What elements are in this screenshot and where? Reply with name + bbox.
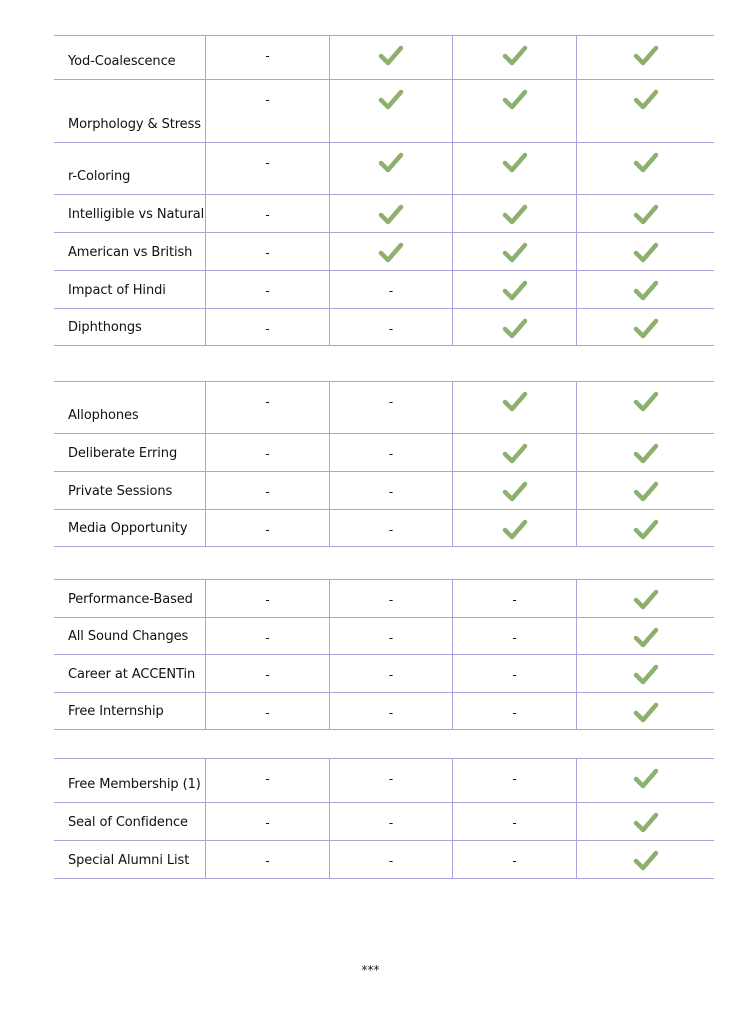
table-row xyxy=(54,143,714,195)
table-row xyxy=(54,80,714,143)
table-row xyxy=(54,759,714,803)
table-cell xyxy=(329,309,452,345)
checkmark-icon xyxy=(502,88,528,110)
dash-mark: - xyxy=(265,523,270,537)
table-cell xyxy=(205,271,329,308)
dash-mark: - xyxy=(388,668,394,682)
dash-mark: - xyxy=(388,631,394,645)
table-cell xyxy=(576,510,714,546)
dash-mark: - xyxy=(512,816,517,830)
table-cell xyxy=(452,271,576,308)
table-row xyxy=(54,472,714,510)
feature-label: Special Alumni List xyxy=(68,853,190,868)
table-cell xyxy=(452,80,576,142)
checkmark-icon xyxy=(633,626,659,648)
table-cell xyxy=(452,233,576,270)
table-cell xyxy=(452,195,576,232)
dash-mark: - xyxy=(512,631,517,645)
feature-table-group xyxy=(54,381,714,547)
table-cell xyxy=(329,472,452,509)
feature-label: Private Sessions xyxy=(68,484,173,499)
table-cell xyxy=(576,803,714,840)
dash-mark: - xyxy=(265,772,270,786)
table-cell xyxy=(576,759,714,802)
dash-mark: - xyxy=(265,485,270,499)
dash-mark: - xyxy=(265,246,270,260)
checkmark-icon xyxy=(633,203,659,225)
dash-mark: - xyxy=(388,447,394,461)
checkmark-icon xyxy=(633,279,659,301)
checkmark-icon xyxy=(633,849,659,871)
checkmark-icon xyxy=(502,442,528,464)
checkmark-icon xyxy=(378,151,404,173)
feature-label: Diphthongs xyxy=(68,320,142,335)
table-cell xyxy=(576,618,714,654)
table-cell xyxy=(329,195,452,232)
table-row xyxy=(54,580,714,618)
table-cell xyxy=(329,143,452,194)
dash-mark: - xyxy=(512,668,517,682)
table-cell xyxy=(329,271,452,308)
table-cell xyxy=(576,841,714,878)
checkmark-icon xyxy=(633,241,659,263)
checkmark-icon xyxy=(633,480,659,502)
table-cell xyxy=(329,655,452,692)
checkmark-icon xyxy=(633,442,659,464)
dash-mark: - xyxy=(388,772,394,786)
dash-mark: - xyxy=(512,593,517,607)
feature-label: Morphology & Stress xyxy=(68,117,201,132)
checkmark-icon xyxy=(633,811,659,833)
table-cell xyxy=(329,693,452,729)
table-cell xyxy=(452,655,576,692)
dash-mark: - xyxy=(265,668,270,682)
table-row xyxy=(54,803,714,841)
checkmark-icon xyxy=(502,44,528,66)
dash-mark: - xyxy=(265,593,270,607)
table-cell xyxy=(576,693,714,729)
table-row xyxy=(54,841,714,879)
table-row xyxy=(54,309,714,346)
table-cell xyxy=(205,693,329,729)
checkmark-icon xyxy=(502,279,528,301)
table-cell xyxy=(576,271,714,308)
feature-label: Media Opportunity xyxy=(68,521,188,536)
dash-mark: - xyxy=(388,284,394,298)
dash-mark: - xyxy=(265,816,270,830)
feature-label: Intelligible vs Natural xyxy=(68,207,205,222)
table-cell xyxy=(576,36,714,79)
table-cell xyxy=(205,580,329,617)
table-row xyxy=(54,655,714,693)
dash-mark: - xyxy=(265,156,270,170)
table-cell xyxy=(205,759,329,802)
table-row xyxy=(54,434,714,472)
table-cell xyxy=(576,382,714,433)
table-cell xyxy=(205,618,329,654)
table-cell xyxy=(205,510,329,546)
dash-mark: - xyxy=(265,49,270,63)
table-cell xyxy=(329,233,452,270)
feature-label: Performance-Based xyxy=(68,592,193,607)
table-row xyxy=(54,195,714,233)
checkmark-icon xyxy=(378,203,404,225)
table-cell xyxy=(452,693,576,729)
table-cell xyxy=(452,36,576,79)
table-cell xyxy=(576,655,714,692)
table-row xyxy=(54,271,714,309)
checkmark-icon xyxy=(633,88,659,110)
feature-table-group xyxy=(54,758,714,879)
table-cell xyxy=(205,143,329,194)
feature-label: All Sound Changes xyxy=(68,629,189,644)
checkmark-icon xyxy=(633,767,659,789)
feature-label: Deliberate Erring xyxy=(68,446,178,461)
feature-table-group xyxy=(54,579,714,730)
table-cell xyxy=(205,803,329,840)
table-row xyxy=(54,36,714,80)
table-cell xyxy=(329,510,452,546)
dash-mark: - xyxy=(388,523,394,537)
table-cell xyxy=(329,80,452,142)
table-cell xyxy=(452,472,576,509)
table-cell xyxy=(205,36,329,79)
checkmark-icon xyxy=(378,88,404,110)
checkmark-icon xyxy=(633,518,659,540)
dash-mark: - xyxy=(265,631,270,645)
feature-label: Free Internship xyxy=(68,704,164,719)
dash-mark: - xyxy=(265,208,270,222)
dash-mark: - xyxy=(388,854,394,868)
dash-mark: - xyxy=(388,816,394,830)
dash-mark: - xyxy=(265,284,270,298)
feature-label: Allophones xyxy=(68,408,139,423)
feature-label: Seal of Confidence xyxy=(68,815,188,830)
checkmark-icon xyxy=(502,151,528,173)
checkmark-icon xyxy=(502,390,528,412)
table-cell xyxy=(576,143,714,194)
table-cell xyxy=(576,309,714,345)
checkmark-icon xyxy=(633,44,659,66)
table-cell xyxy=(452,434,576,471)
table-cell xyxy=(205,233,329,270)
table-cell xyxy=(329,618,452,654)
checkmark-icon xyxy=(633,390,659,412)
checkmark-icon xyxy=(633,317,659,339)
table-row xyxy=(54,510,714,547)
table-cell xyxy=(452,309,576,345)
checkmark-icon xyxy=(502,317,528,339)
dash-mark: - xyxy=(512,772,517,786)
table-cell xyxy=(452,759,576,802)
checkmark-icon xyxy=(502,480,528,502)
table-cell xyxy=(576,80,714,142)
checkmark-icon xyxy=(502,241,528,263)
dash-mark: - xyxy=(265,854,270,868)
table-cell xyxy=(452,580,576,617)
table-cell xyxy=(329,580,452,617)
footer-asterisks: *** xyxy=(361,963,380,977)
table-cell xyxy=(329,759,452,802)
table-cell xyxy=(452,803,576,840)
checkmark-icon xyxy=(633,588,659,610)
dash-mark: - xyxy=(388,395,394,409)
checkmark-icon xyxy=(378,241,404,263)
checkmark-icon xyxy=(502,203,528,225)
dash-mark: - xyxy=(265,322,270,336)
feature-label: Yod-Coalescence xyxy=(68,54,176,69)
table-cell xyxy=(576,195,714,232)
table-row xyxy=(54,693,714,730)
table-cell xyxy=(329,434,452,471)
table-row xyxy=(54,382,714,434)
table-cell xyxy=(205,841,329,878)
table-cell xyxy=(452,143,576,194)
table-cell xyxy=(205,472,329,509)
dash-mark: - xyxy=(388,706,394,720)
feature-label: Impact of Hindi xyxy=(68,283,166,298)
dash-mark: - xyxy=(265,447,270,461)
table-cell xyxy=(205,195,329,232)
feature-label: Career at ACCENTin xyxy=(68,667,196,682)
dash-mark: - xyxy=(388,322,394,336)
table-cell xyxy=(205,655,329,692)
table-cell xyxy=(329,841,452,878)
table-cell xyxy=(329,36,452,79)
dash-mark: - xyxy=(388,485,394,499)
feature-label: r-Coloring xyxy=(68,169,131,184)
table-row xyxy=(54,618,714,655)
feature-table-group xyxy=(54,35,714,346)
table-row xyxy=(54,233,714,271)
table-cell xyxy=(576,434,714,471)
feature-label: Free Membership (1) xyxy=(68,777,201,792)
checkmark-icon xyxy=(378,44,404,66)
dash-mark: - xyxy=(265,395,270,409)
checkmark-icon xyxy=(633,663,659,685)
table-cell xyxy=(452,618,576,654)
dash-mark: - xyxy=(388,593,394,607)
checkmark-icon xyxy=(633,701,659,723)
table-cell xyxy=(329,803,452,840)
table-cell xyxy=(452,382,576,433)
table-cell xyxy=(576,472,714,509)
checkmark-icon xyxy=(502,518,528,540)
table-cell xyxy=(205,80,329,142)
table-cell xyxy=(329,382,452,433)
dash-mark: - xyxy=(265,93,270,107)
table-cell xyxy=(452,841,576,878)
table-cell xyxy=(452,510,576,546)
feature-label: American vs British xyxy=(68,245,193,260)
table-cell xyxy=(576,580,714,617)
checkmark-icon xyxy=(633,151,659,173)
dash-mark: - xyxy=(512,706,517,720)
table-cell xyxy=(205,382,329,433)
table-cell xyxy=(205,434,329,471)
table-cell xyxy=(576,233,714,270)
dash-mark: - xyxy=(512,854,517,868)
dash-mark: - xyxy=(265,706,270,720)
table-cell xyxy=(205,309,329,345)
